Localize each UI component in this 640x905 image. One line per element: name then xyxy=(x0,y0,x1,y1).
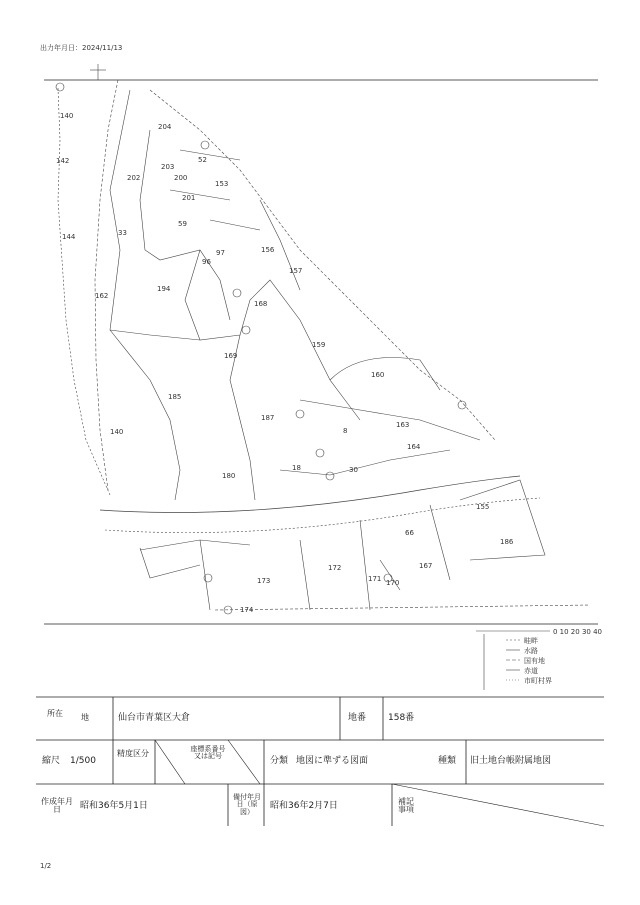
parcel-label: 153 xyxy=(215,180,229,188)
parcel-label: 172 xyxy=(328,564,342,572)
type-label: 種類 xyxy=(438,756,457,766)
location-value: 仙台市青葉区大倉 xyxy=(118,713,191,723)
parcel-label: 8 xyxy=(343,427,348,435)
parcel-label: 164 xyxy=(407,443,421,451)
coord-system-label: 座標系番号又は記号 xyxy=(190,745,226,761)
parcel-label: 203 xyxy=(161,163,175,171)
parcel-label: 174 xyxy=(240,606,254,614)
parcel-number-label: 地番 xyxy=(348,713,367,723)
parcel-label: 66 xyxy=(405,529,414,537)
parcel-label: 169 xyxy=(224,352,238,360)
created-date-label: 作成年月日 xyxy=(41,797,73,815)
parcel-label: 18 xyxy=(292,464,301,472)
parcel-label: 201 xyxy=(182,194,196,202)
parcel-label: 194 xyxy=(157,285,171,293)
parcel-label: 173 xyxy=(257,577,271,585)
parcel-label: 186 xyxy=(500,538,514,546)
installed-date-label: 備付年月日（原図） xyxy=(233,793,261,816)
parcel-label: 187 xyxy=(261,414,275,422)
scale-value: 1/500 xyxy=(70,756,96,766)
parcel-label: 202 xyxy=(127,174,141,182)
parcel-label: 155 xyxy=(476,503,490,511)
scale-label: 縮尺 xyxy=(42,756,61,766)
parcel-label: 140 xyxy=(60,112,74,120)
parcel-number-value: 158番 xyxy=(388,713,415,723)
legend-item: 赤道 xyxy=(524,667,538,675)
parcel-label: 185 xyxy=(168,393,182,401)
parcel-label: 159 xyxy=(312,341,326,349)
parcel-label: 160 xyxy=(371,371,385,379)
legend-item: 国有地 xyxy=(524,657,545,665)
legend-item: 畦畔 xyxy=(524,637,538,645)
notes-label: 補記事項 xyxy=(398,797,414,815)
parcel-label: 142 xyxy=(56,157,70,165)
parcel-label: 168 xyxy=(254,300,268,308)
print-date: 出力年月日：2024/11/13 xyxy=(40,44,123,52)
parcel-label: 52 xyxy=(198,156,207,164)
parcel-label: 163 xyxy=(396,421,410,429)
precision-label: 精度区分 xyxy=(117,749,149,758)
type-value: 旧土地台帳附属地図 xyxy=(470,756,552,766)
classification-label: 分類 xyxy=(270,756,289,766)
parcel-label: 96 xyxy=(202,258,211,266)
legend-item: 水路 xyxy=(524,647,538,655)
parcel-label: 171 xyxy=(368,575,382,583)
parcel-label: 167 xyxy=(419,562,433,570)
parcel-label: 162 xyxy=(95,292,109,300)
parcel-label: 144 xyxy=(62,233,76,241)
location-label-2: 地 xyxy=(81,713,89,722)
parcel-label: 156 xyxy=(261,246,275,254)
parcel-label: 97 xyxy=(216,249,225,257)
parcel-label: 157 xyxy=(289,267,303,275)
legend-scale: 0 10 20 30 40 xyxy=(553,628,602,636)
parcel-label: 33 xyxy=(118,229,127,237)
parcel-label: 140 xyxy=(110,428,124,436)
created-date-value: 昭和36年5月1日 xyxy=(80,801,148,811)
classification-value: 地図に準ずる図面 xyxy=(296,756,369,766)
parcel-label: 170 xyxy=(386,579,400,587)
legend-item: 市町村界 xyxy=(524,677,552,685)
parcel-label: 59 xyxy=(178,220,187,228)
location-label: 所在 xyxy=(47,709,63,718)
parcel-label: 200 xyxy=(174,174,188,182)
parcel-label: 30 xyxy=(349,466,358,474)
parcel-label: 180 xyxy=(222,472,236,480)
installed-date-value: 昭和36年2月7日 xyxy=(270,801,338,811)
parcel-label: 204 xyxy=(158,123,172,131)
sheet-number: 1/2 xyxy=(40,862,52,870)
